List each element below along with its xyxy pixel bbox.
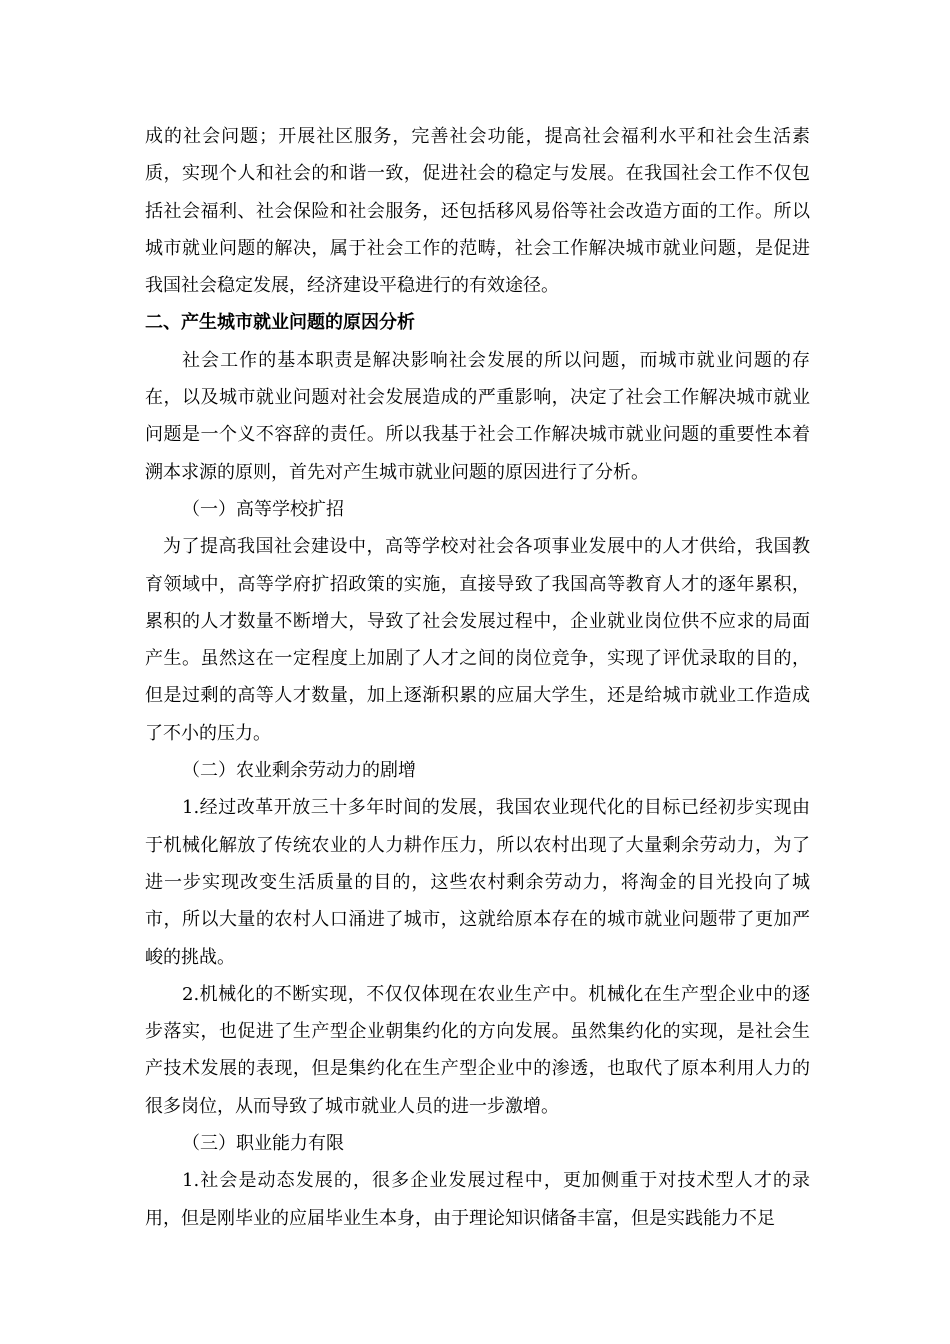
paragraph-rural-labor-2: 2.机械化的不断实现，不仅仅体现在农业生产中。机械化在生产型企业中的逐步落实，也促进了生产型企业朝集约化的方向发展。虽然集约化的实现，是社会生产技术发展的表现，但是集约化在生产型企业中的渗透，也取代了原本利用人力的很多岗位，从而导致了城市就业人员的进一步激增。 [145, 983, 810, 1117]
section-heading: 二、产生城市就业问题的原因分析 [145, 312, 415, 334]
subheading-ability: （三）职业能力有限 [182, 1133, 344, 1155]
subheading-rural-labor: （二）农业剩余劳动力的剧增 [182, 760, 416, 782]
document-page [145, 118, 810, 1237]
subheading-expansion: （一）高等学校扩招 [182, 498, 344, 520]
paragraph-continuation: 成的社会问题；开展社区服务，完善社会功能，提高社会福利水平和社会生活素质，实现个人和社会的和谐一致，促进社会的稳定与发展。在我国社会工作不仅包括社会福利、社会保险和社会服务，还包括移风易俗等社会改造方面的工作。所以城市就业问题的解决，属于社会工作的范畴，社会工作解决城市就业问题，是促进我国社会稳定发展，经济建设平稳进行的有效途径。 [145, 126, 810, 297]
paragraph-ability-1: 1.社会是动态发展的，很多企业发展过程中，更加侧重于对技术型人才的录用，但是刚毕业的应届毕业生本身，由于理论知识储备丰富，但是实践能力不足 [145, 1170, 810, 1229]
paragraph-section-intro: 社会工作的基本职责是解决影响社会发展的所以问题，而城市就业问题的存在，以及城市就业问题对社会发展造成的严重影响，决定了社会工作解决城市就业问题是一个义不容辞的责任。所以我基于社会工作解决城市就业问题的重要性本着溯本求源的原则，首先对产生城市就业问题的原因进行了分析。 [145, 349, 810, 483]
paragraph-rural-labor-1: 1.经过改革开放三十多年时间的发展，我国农业现代化的目标已经初步实现由于机械化解放了传统农业的人力耕作压力，所以农村出现了大量剩余劳动力，为了进一步实现改变生活质量的目的，这些农村剩余劳动力，将淘金的目光投向了城市，所以大量的农村人口涌进了城市，这就给原本存在的城市就业问题带了更加严峻的挑战。 [145, 797, 810, 968]
paragraph-expansion: 为了提高我国社会建设中，高等学校对社会各项事业发展中的人才供给，我国教育领域中，高等学府扩招政策的实施，直接导致了我国高等教育人才的逐年累积，累积的人才数量不断增大，导致了社会发展过程中，企业就业岗位供不应求的局面产生。虽然这在一定程度上加剧了人才之间的岗位竞争，实现了评优录取的目的，但是过剩的高等人才数量，加上逐渐积累的应届大学生，还是给城市就业工作造成了不小的压力。 [145, 536, 810, 744]
